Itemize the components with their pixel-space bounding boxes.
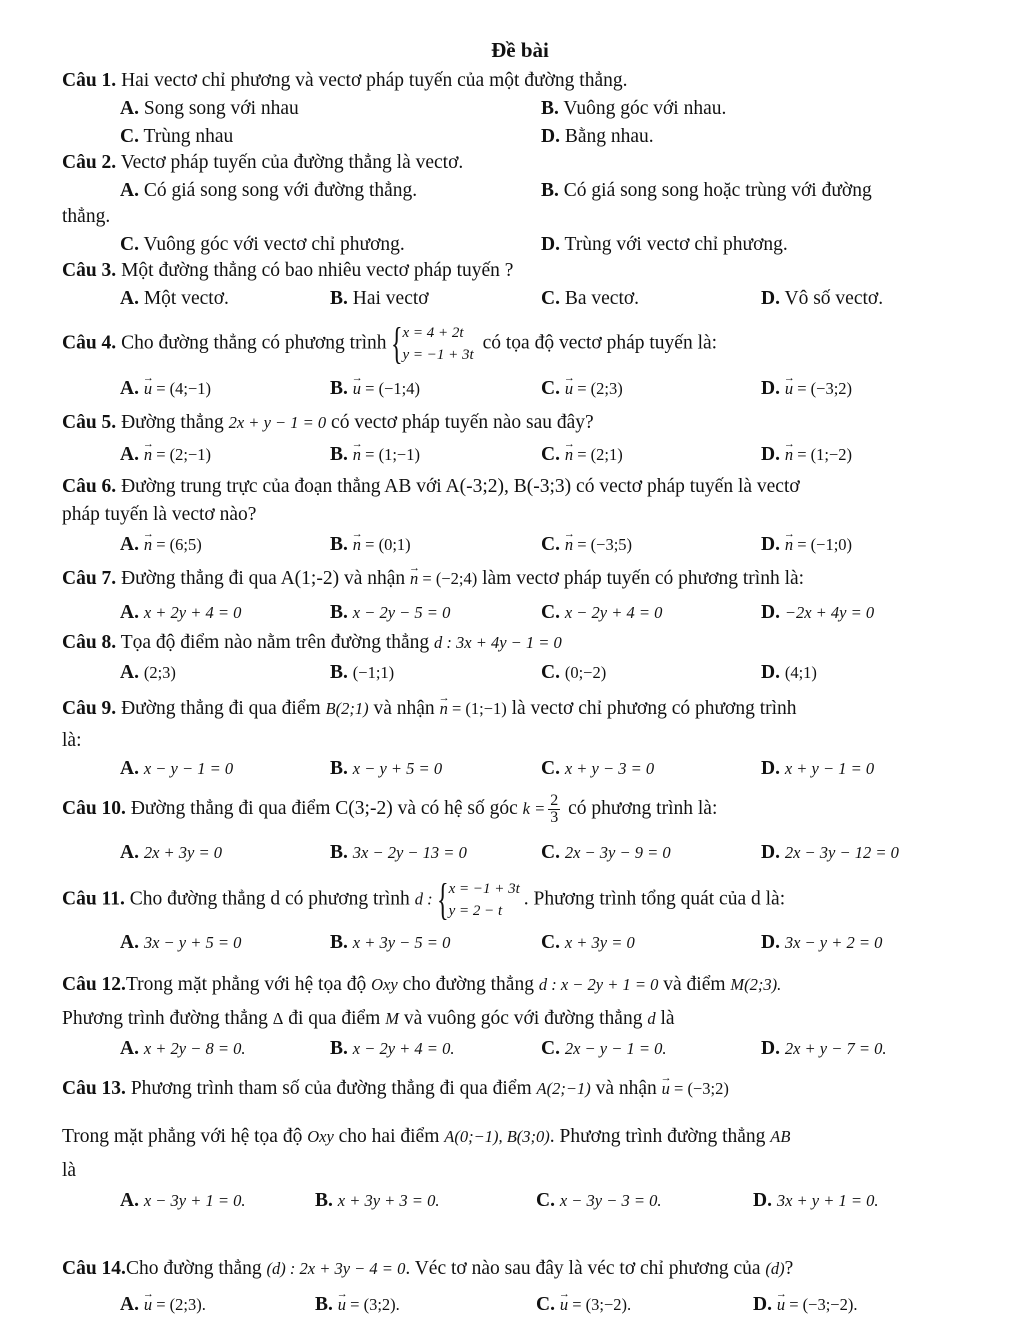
q8-option-d: D. (4;1) [761,662,817,683]
q1-option-d: D. Bằng nhau. [541,126,654,147]
q12-option-a: A. x + 2y − 8 = 0. [120,1038,246,1059]
question-14: Câu 14.Cho đường thẳng (d) : 2x + 3y − 4 = 0. Véc tơ nào sau đây là véc tơ chỉ phương của (d)? [62,1258,794,1279]
q14-option-d: D. → u = (−3;−2). [753,1292,857,1318]
q5-option-d: D. → n = (1;−2) [761,442,852,468]
q5-option-c: C. → n = (2;1) [541,442,623,468]
q8-option-a: A. (2;3) [120,662,176,683]
q1-option-b: B. Vuông góc với nhau. [541,98,727,119]
question-7: Câu 7. Đường thẳng đi qua A(1;-2) và nhận → n = (−2;4) làm vectơ pháp tuyến có phương trình là: [62,566,990,592]
page-title: Đề bài [491,38,549,62]
question-10: Câu 10. Đường thẳng đi qua điểm C(3;-2) và có hệ số góc k = $\frac{2}{3}$ có phương trình là: [62,792,718,827]
q9-continuation: là: [62,730,82,751]
q13-continuation: Trong mặt phẳng với hệ tọa độ Oxy cho hai điểm A(0;−1), B(3;0). Phương trình đường thẳng AB [62,1126,791,1147]
q10-option-d: D. 2x − 3y − 12 = 0 [761,842,899,863]
q7-option-d: D. −2x + 4y = 0 [761,602,875,623]
q10-option-c: C. 2x − 3y − 9 = 0 [541,842,671,863]
question-1 [62,68,990,94]
question-11: Câu 11. Cho đường thẳng d có phương trình d : { x = −1 + 3t y = 2 − t . Phương trình tổng quát của d là: [62,875,786,924]
q4-option-a: A. → u = (4;−1) [120,376,211,402]
q11-option-a: A. 3x − y + 5 = 0 [120,932,242,953]
q6-option-a: A. → n = (6;5) [120,532,202,558]
q6-option-d: D. → n = (−1;0) [761,532,852,558]
q9-option-d: D. x + y − 1 = 0 [761,758,875,779]
q12-option-d: D. 2x + y − 7 = 0. [761,1038,887,1059]
q3-option-a: A. Một vectơ. [120,288,229,309]
q8-option-b: B. (−1;1) [330,662,395,683]
question-12: Câu 12.Trong mặt phẳng với hệ tọa độ Oxy cho đường thẳng d : x − 2y + 1 = 0 và điểm M(2;3). [62,974,782,995]
q8-option-c: C. (0;−2) [541,662,607,683]
q9-option-a: A. x − y − 1 = 0 [120,758,234,779]
q3-option-b: B. Hai vectơ [330,288,429,309]
q10-option-a: A. 2x + 3y = 0 [120,842,223,863]
q5-option-a: A. → n = (2;−1) [120,442,211,468]
question-5: Câu 5. Đường thẳng 2x + y − 1 = 0 có vectơ pháp tuyến nào sau đây? [62,412,594,433]
q6-continuation: pháp tuyến là vectơ nào? [62,504,257,525]
q4-option-d: D. → u = (−3;2) [761,376,852,402]
q2-option-b: B. Có giá song song hoặc trùng với đường [541,180,872,201]
q5-option-b: B. → n = (1;−1) [330,442,420,468]
q1-option-c: C. Trùng nhau [120,126,234,147]
question-13: Câu 13. Phương trình tham số của đường thẳng đi qua điểm A(2;−1) và nhận → u = (−3;2) [62,1076,990,1102]
q11-option-c: C. x + 3y = 0 [541,932,635,953]
q13-option-b: B. x + 3y + 3 = 0. [315,1190,440,1211]
q12-option-c: C. 2x − y − 1 = 0. [541,1038,667,1059]
q3-option-c: C. Ba vectơ. [541,288,640,309]
question-6: Câu 6. Đường trung trực của đoạn thẳng AB với A(-3;2), B(-3;3) có vectơ pháp tuyến là vectơ [62,476,800,497]
q7-option-b: B. x − 2y − 5 = 0 [330,602,451,623]
q9-option-c: C. x + y − 3 = 0 [541,758,655,779]
q2-continuation: thẳng. [62,206,111,227]
q13-option-d: D. 3x + y + 1 = 0. [753,1190,879,1211]
q2-option-a: A. Có giá song song với đường thẳng. [120,180,418,201]
q14-option-c: C. → u = (3;−2). [536,1292,631,1318]
q13-option-a: A. x − 3y + 1 = 0. [120,1190,246,1211]
q3-option-d: D. Vô số vectơ. [761,288,884,309]
question-8: Câu 8. Tọa độ điểm nào nằm trên đường thẳng d : 3x + 4y − 1 = 0 [62,632,562,653]
question-text: Hai vectơ chỉ phương và vectơ pháp tuyến của một đường thẳng. [116,70,628,91]
question-4: Câu 4. Cho đường thẳng có phương trình { x = 4 + 2t y = −1 + 3t có tọa độ vectơ pháp tuyến là: [62,319,718,368]
q12-option-b: B. x − 2y + 4 = 0. [330,1038,455,1059]
q14-option-b: B. → u = (3;2). [315,1292,400,1318]
question-3: Câu 3. Một đường thẳng có bao nhiêu vectơ pháp tuyến ? [62,260,514,281]
q11-option-d: D. 3x − y + 2 = 0 [761,932,883,953]
question-label: Câu 1. [62,70,117,91]
q6-option-b: B. → n = (0;1) [330,532,411,558]
question-9: Câu 9. Đường thẳng đi qua điểm B(2;1) và nhận → n = (1;−1) là vectơ chỉ phương có phương trình [62,696,990,722]
q7-option-a: A. x + 2y + 4 = 0 [120,602,242,623]
q2-option-d: D. Trùng với vectơ chỉ phương. [541,234,788,255]
q9-option-b: B. x − y + 5 = 0 [330,758,443,779]
parametric-system: { x = −1 + 3t y = 2 − t [436,875,520,924]
q6-option-c: C. → n = (−3;5) [541,532,632,558]
q7-option-c: C. x − 2y + 4 = 0 [541,602,663,623]
q12-continuation: Phương trình đường thẳng Δ đi qua điểm M và vuông góc với đường thẳng d là [62,1008,675,1029]
q11-option-b: B. x + 3y − 5 = 0 [330,932,451,953]
question-2: Câu 2. Vectơ pháp tuyến của đường thẳng là vectơ. [62,152,464,173]
q1-option-a: A. Song song với nhau [120,98,299,119]
q10-option-b: B. 3x − 2y − 13 = 0 [330,842,467,863]
q13-continuation-2: là [62,1160,77,1181]
q13-option-c: C. x − 3y − 3 = 0. [536,1190,662,1211]
q2-option-c: C. Vuông góc với vectơ chỉ phương. [120,234,405,255]
fraction: $\frac{2}{3}$ [550,792,559,827]
q4-option-b: B. → u = (−1;4) [330,376,420,402]
parametric-system: { x = 4 + 2t y = −1 + 3t [390,319,474,368]
q4-option-c: C. → u = (2;3) [541,376,623,402]
q14-option-a: A. → u = (2;3). [120,1292,206,1318]
